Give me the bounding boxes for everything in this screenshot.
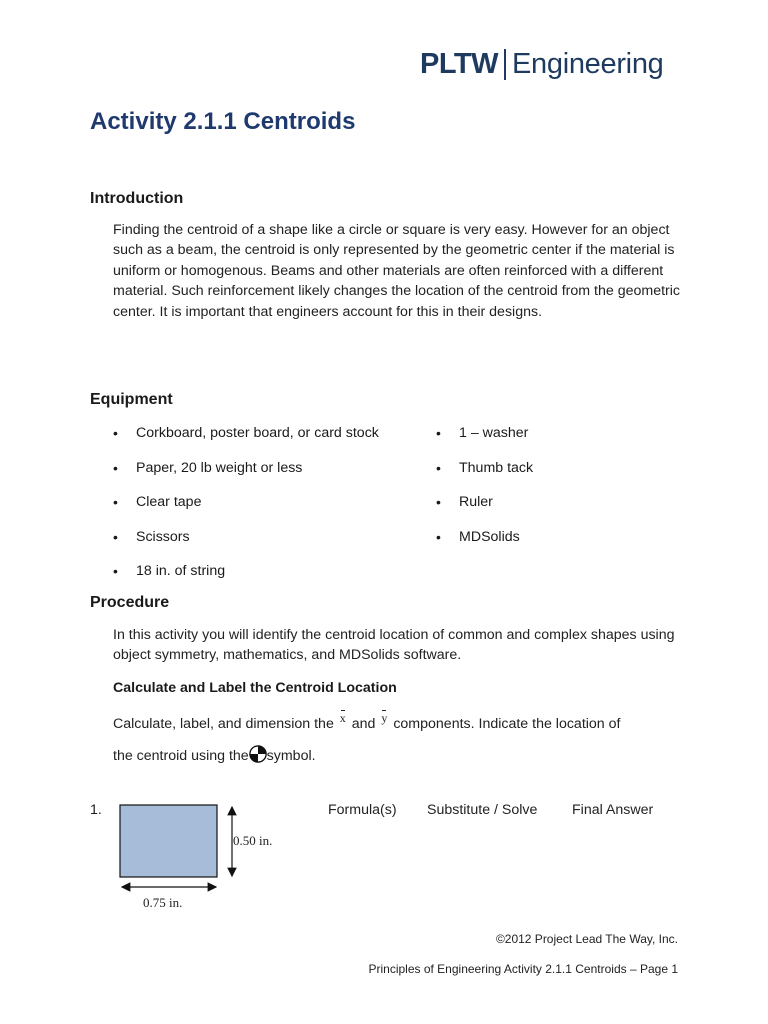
page-title: Activity 2.1.1 Centroids xyxy=(90,108,356,135)
list-item: • MDSolids xyxy=(436,527,686,562)
logo-brand: PLTW xyxy=(420,47,498,80)
pltw-engineering-logo xyxy=(420,44,664,84)
width-label: 0.75 in. xyxy=(143,895,183,910)
calc-instruction-line-1 xyxy=(113,711,621,732)
column-formulas: Formula(s) xyxy=(328,802,397,818)
rectangle-diagram xyxy=(110,798,240,898)
introduction-text: Finding the centroid of a shape like a circle or square is very easy. However for an object such as a beam, the centroid is only represented by the geometric center if the material is uniform or homogenous. Beams and other materials are often reinforced with a different material. Such reinforcement likely changes the location of the centroid from the geometric center. It is important that engineers account for this in their designs. xyxy=(113,222,680,320)
calc-text-and: and xyxy=(351,716,376,732)
column-final-answer: Final Answer xyxy=(572,802,654,818)
calc-text-d: symbol. xyxy=(266,748,316,764)
procedure-text: In this activity you will identify the centroid location of common and complex shapes using object symmetry, mathematics, and MDSolids software. xyxy=(113,627,675,664)
list-item: • Thumb tack xyxy=(436,458,686,493)
list-item: • Corkboard, poster board, or card stock xyxy=(113,423,413,458)
introduction-heading: Introduction xyxy=(90,190,184,207)
height-label: 0.50 in. xyxy=(233,833,273,848)
procedure-subheading: Calculate and Label the Centroid Location xyxy=(113,680,397,696)
centroid-symbol-icon xyxy=(249,745,267,763)
y-bar-symbol: y xyxy=(381,711,388,725)
procedure-heading: Procedure xyxy=(90,594,170,611)
equipment-list-right xyxy=(436,423,686,561)
list-item: • Clear tape xyxy=(113,492,413,527)
column-substitute-solve: Substitute / Solve xyxy=(427,802,538,818)
rectangle-shape xyxy=(120,805,217,877)
list-item: • Paper, 20 lb weight or less xyxy=(113,458,413,493)
footer-page-info: Principles of Engineering Activity 2.1.1 Centroids – Page 1 xyxy=(368,962,678,976)
list-item: • 1 – washer xyxy=(436,423,686,458)
equipment-list-left xyxy=(113,423,413,596)
equipment-heading: Equipment xyxy=(90,391,173,408)
calc-text-c: the centroid using the xyxy=(113,748,249,764)
list-item: • Scissors xyxy=(113,527,413,562)
logo-subtitle: Engineering xyxy=(512,47,664,80)
calc-instruction-line-2 xyxy=(113,745,316,764)
list-item: • 18 in. of string xyxy=(113,561,413,596)
footer-copyright: ©2012 Project Lead The Way, Inc. xyxy=(495,932,678,946)
calc-text-b: components. Indicate the location of xyxy=(393,716,621,732)
list-item: • Ruler xyxy=(436,492,686,527)
problem-number: 1. xyxy=(90,802,102,818)
x-bar-symbol: x xyxy=(339,711,346,725)
logo-divider xyxy=(504,49,506,80)
calc-text-a: Calculate, label, and dimension the xyxy=(113,716,334,732)
